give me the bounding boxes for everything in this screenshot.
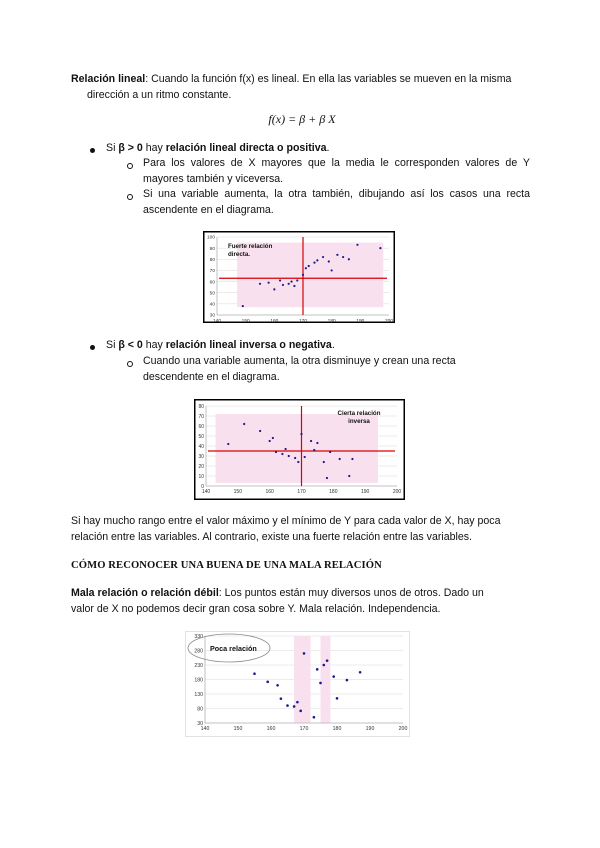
y-tick-label: 30 [198, 453, 204, 460]
data-point [242, 305, 244, 307]
positive-prefix: Si [106, 142, 119, 154]
linear-relation-text-2: dirección a un ritmo constante. [87, 88, 232, 101]
chart-title: Cierta relación inversa [337, 410, 381, 426]
x-tick-label: 140 [200, 726, 210, 733]
data-point [279, 279, 281, 281]
x-tick-label: 200 [398, 726, 408, 733]
data-point [288, 455, 290, 457]
data-point [275, 451, 277, 453]
y-tick-label: 10 [198, 473, 204, 480]
negative-prefix: Si [106, 339, 119, 351]
y-tick-label: 30 [209, 313, 215, 319]
data-point [329, 451, 331, 453]
data-point [227, 443, 229, 445]
data-point [259, 430, 261, 432]
data-point [280, 697, 283, 700]
data-point [339, 458, 341, 460]
negative-condition: β < 0 [118, 339, 143, 351]
negative-sub1-line1: Cuando una variable aumenta, la otra disminuye y crean una recta [143, 355, 456, 367]
data-point [328, 260, 330, 262]
data-point [293, 285, 295, 287]
range-line2: relación entre las variables. Al contrario, existe una fuerte relación entre las variables. [71, 530, 473, 543]
data-point [323, 664, 326, 667]
data-point [266, 681, 269, 684]
sub-bullet-icon [127, 163, 133, 169]
data-point [282, 284, 284, 286]
data-point [290, 280, 292, 282]
x-tick-label: 160 [270, 318, 279, 323]
x-tick-label: 170 [299, 726, 309, 733]
y-tick-label: 80 [209, 257, 215, 263]
data-point [288, 283, 290, 285]
y-tick-label: 70 [209, 269, 215, 275]
data-point [296, 701, 299, 704]
data-point [331, 269, 333, 271]
x-tick-label: 190 [360, 489, 370, 495]
data-point [351, 458, 353, 460]
data-point [253, 672, 256, 675]
positive-sub1-line1: Para los valores de X mayores que la media le corresponden valores de Y [143, 157, 530, 169]
positive-sub2-line2: ascendente en el diagrama. [143, 203, 274, 216]
data-point [296, 279, 298, 281]
positive-sub2-line1: Si una variable aumenta, la otra también, dibujando así los casos una recta [143, 188, 530, 200]
y-tick-label: 20 [198, 463, 204, 470]
data-point [336, 697, 339, 700]
x-tick-label: 170 [298, 318, 308, 323]
negative-sub1-line2: descendente en el diagrama. [143, 370, 280, 383]
data-point [322, 256, 324, 258]
x-tick-label: 170 [297, 489, 306, 495]
data-point [300, 433, 302, 435]
data-point [272, 437, 274, 439]
data-point [342, 256, 344, 258]
data-point [293, 705, 296, 708]
positive-bullet [106, 141, 329, 157]
x-tick-label: 150 [233, 489, 243, 495]
y-tick-label: 80 [198, 403, 204, 410]
x-tick-label: 180 [332, 726, 342, 733]
section-heading: CÓMO RECONOCER UNA BUENA DE UNA MALA RELACIÓN [71, 560, 382, 571]
data-point [276, 684, 279, 687]
shaded-region [237, 243, 383, 308]
x-tick-label: 150 [241, 318, 250, 323]
y-tick-label: 30 [197, 720, 203, 727]
data-point [273, 288, 275, 290]
linear-relation-text: : Cuando la función f(x) es lineal. En ella las variables se mueven en la misma [145, 73, 512, 85]
x-tick-label: 180 [329, 489, 338, 495]
data-point [319, 682, 322, 685]
positive-middle: hay [142, 142, 166, 154]
bullet-icon [90, 148, 95, 153]
y-tick-label: 330 [194, 633, 203, 640]
y-tick-label: 230 [194, 662, 203, 669]
x-tick-label: 200 [392, 489, 402, 495]
x-tick-label: 180 [327, 318, 336, 323]
data-point [268, 282, 270, 284]
data-point [316, 259, 318, 261]
shaded-band [294, 636, 311, 723]
data-point [313, 716, 316, 719]
data-point [294, 457, 296, 459]
data-point [302, 274, 304, 276]
data-point [299, 710, 302, 713]
x-tick-label: 160 [265, 489, 274, 495]
data-point [303, 652, 306, 655]
y-tick-label: 90 [209, 246, 215, 252]
y-tick-label: 280 [194, 648, 203, 655]
chart-title: Fuerte relación directa. [228, 243, 273, 259]
linear-relation-term: Relación lineal [71, 73, 146, 85]
x-tick-label: 190 [365, 726, 375, 733]
data-point [348, 258, 350, 260]
data-point [348, 475, 350, 477]
data-point [316, 442, 318, 444]
data-point [297, 461, 299, 463]
y-tick-label: 0 [201, 483, 204, 490]
data-point [284, 448, 286, 450]
y-tick-label: 50 [198, 433, 204, 440]
data-point [356, 244, 358, 246]
y-tick-label: 70 [198, 413, 204, 420]
data-point [379, 247, 381, 249]
data-point [323, 461, 325, 463]
range-line1: Si hay mucho rango entre el valor máximo y el mínimo de Y para cada valor de X, hay poca [71, 515, 501, 527]
y-tick-label: 50 [209, 291, 215, 297]
positive-sub1-line2: mayores también y viceversa. [143, 172, 284, 185]
weak-relation-text: : Los puntos están muy diversos unos de otros. Dado un [218, 587, 484, 599]
range-paragraph [71, 514, 541, 545]
data-point [310, 440, 312, 442]
data-point [359, 671, 362, 674]
data-point [313, 262, 315, 264]
weak-relation-chart [185, 631, 410, 737]
bullet-icon [90, 345, 95, 350]
linear-relation-paragraph [71, 72, 541, 103]
data-point [326, 477, 328, 479]
data-point [259, 283, 261, 285]
data-point [305, 267, 307, 269]
positive-sub-item-1 [143, 156, 530, 187]
x-tick-label: 160 [266, 726, 276, 733]
shaded-band [321, 636, 331, 723]
x-tick-label: 200 [384, 318, 394, 323]
sub-bullet-icon [127, 194, 133, 200]
data-point [269, 440, 271, 442]
positive-sub-item-2 [143, 187, 530, 218]
data-point [346, 679, 349, 682]
inverse-relation-chart [194, 399, 405, 500]
data-point [308, 265, 310, 267]
data-point [304, 456, 306, 458]
y-tick-label: 60 [198, 423, 204, 430]
chart-title: Poca relación [210, 644, 257, 653]
negative-suffix: . [331, 339, 335, 351]
data-point [332, 675, 335, 678]
y-tick-label: 80 [197, 706, 203, 713]
y-tick-label: 180 [194, 677, 203, 684]
positive-suffix: . [326, 142, 330, 154]
positive-condition: β > 0 [118, 142, 143, 154]
data-point [286, 704, 289, 707]
positive-bold: relación lineal directa o positiva [165, 142, 327, 154]
positive-relation-chart [203, 231, 395, 323]
x-tick-label: 150 [233, 726, 243, 733]
negative-bold: relación lineal inversa o negativa [165, 339, 332, 351]
data-point [313, 449, 315, 451]
y-tick-label: 40 [198, 443, 204, 450]
negative-sub-item-1 [143, 354, 530, 385]
formula-text: f(x) = β + β X [268, 112, 336, 126]
data-point [316, 668, 319, 671]
sub-bullet-icon [127, 361, 133, 367]
data-point [336, 254, 338, 256]
data-point [243, 423, 245, 425]
y-tick-label: 130 [194, 691, 203, 698]
data-point [281, 453, 283, 455]
weak-relation-paragraph [71, 586, 541, 617]
negative-middle: hay [142, 339, 166, 351]
y-tick-label: 40 [209, 302, 215, 308]
weak-relation-term: Mala relación o relación débil [71, 587, 219, 599]
x-tick-label: 190 [356, 318, 365, 323]
x-tick-label: 140 [212, 318, 222, 323]
weak-relation-text-2: valor de X no podemos decir gran cosa sobre Y. Mala relación. Independencia. [71, 602, 441, 615]
linear-formula [0, 112, 600, 128]
y-tick-label: 100 [206, 235, 215, 241]
y-tick-label: 60 [209, 280, 215, 286]
x-tick-label: 140 [201, 489, 211, 495]
data-point [326, 659, 329, 662]
negative-bullet [106, 338, 335, 354]
